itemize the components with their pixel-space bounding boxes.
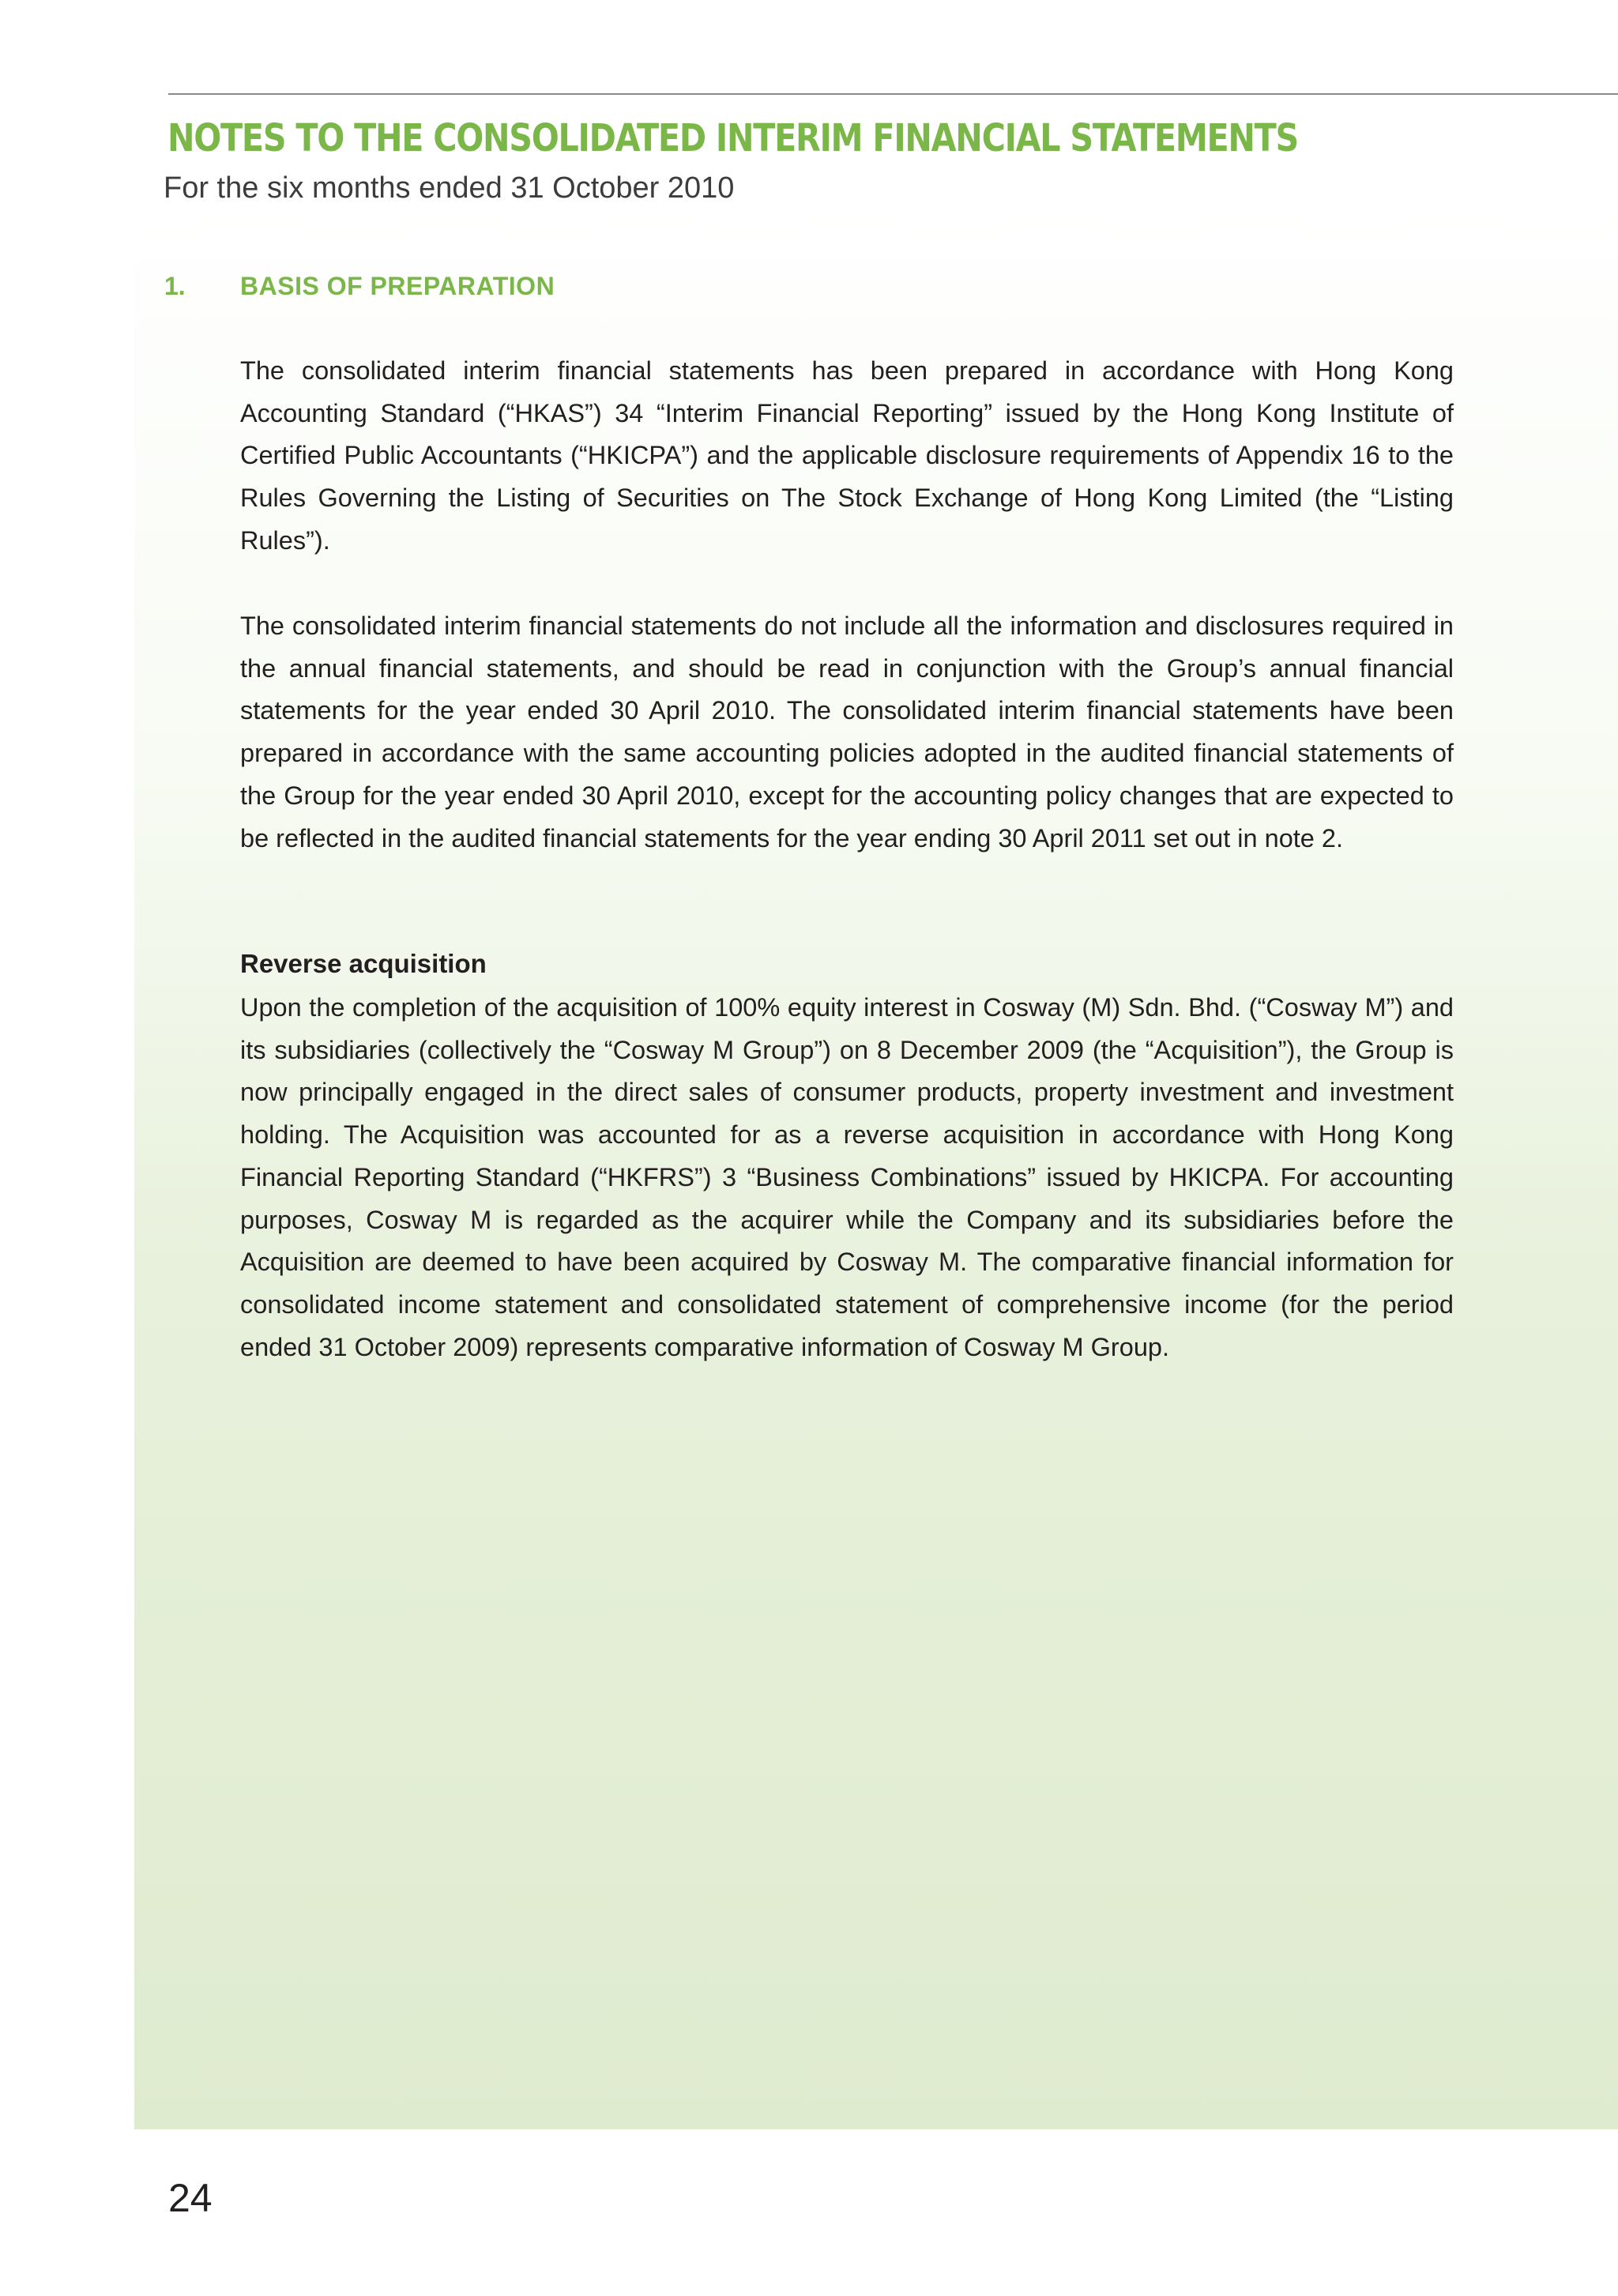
section-number: 1. xyxy=(164,272,186,300)
paragraph-interim-statements: The consolidated interim financial statements do not include all the information and disclosures required in the annual financial statements, and should be read in conjunction with the Group’s annual financial statements for the year ended 30 April 2010. The consolidated interim financial statements have been prepared in accordance with the same accounting policies adopted in the audited financial statements of the Group for the year ended 30 April 2010, except for the accounting policy changes that are expected to be reflected in the audited financial statements for the year ending 30 April 2011 set out in note 2. xyxy=(240,612,1454,853)
page-number: 24 xyxy=(168,2176,213,2220)
paragraph-reverse-acquisition: Upon the completion of the acquisition of 100% equity interest in Cosway (M) Sdn. Bhd. (“Cosway M”) and its subsidiaries (collectively the “Cosway M Group”) on 8 December 2009 (the “Acquisition”), the Group is now principally engaged in the direct sales of consumer products, property investment and investment holding. The Acquisition was accounted for as a reverse acquisition in accordance with Hong Kong Financial Reporting Standard (“HKFRS”) 3 “Business Combinations” issued by HKICPA. For accounting purposes, Cosway M is regarded as the acquirer while the Company and its subsidiaries before the Acquisition are deemed to have been acquired by Cosway M. The comparative financial information for consolidated income statement and consolidated statement of comprehensive income (for the period ended 31 October 2009) represents comparative information of Cosway M Group. xyxy=(240,993,1454,1361)
subsection-heading: Reverse acquisition xyxy=(240,949,487,978)
page-subtitle: For the six months ended 31 October 2010 xyxy=(164,171,735,205)
header-rule xyxy=(168,93,1618,95)
page-title: NOTES TO THE CONSOLIDATED INTERIM FINANCIAL STATEMENTS xyxy=(167,116,1298,160)
section-title: BASIS OF PREPARATION xyxy=(240,272,555,300)
paragraph-basis-of-preparation: The consolidated interim financial statements has been prepared in accordance with Hong Kong Accounting Standard (“HKAS”) 34 “Interim Financial Reporting” issued by the Hong Kong Institute of Certified Public Accountants (“HKICPA”) and the applicable disclosure requirements of Appendix 16 to the Rules Governing the Listing of Securities on The Stock Exchange of Hong Kong Limited (the “Listing Rules”). xyxy=(240,356,1454,555)
